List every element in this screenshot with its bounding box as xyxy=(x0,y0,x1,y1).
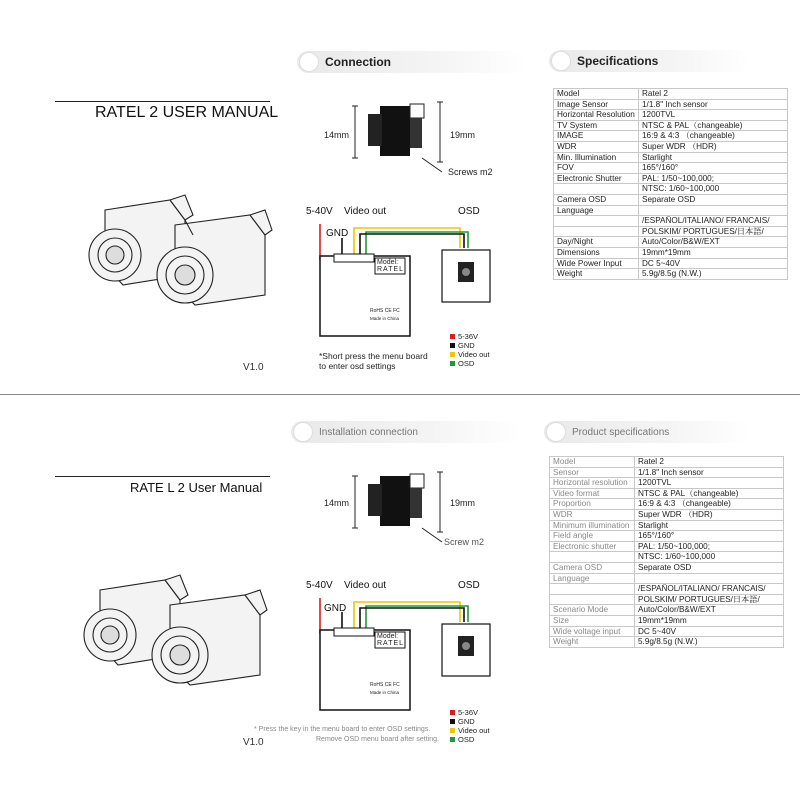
gnd-label: GND xyxy=(326,228,349,239)
spec-key: Wide Power Input xyxy=(554,258,639,269)
spec-row xyxy=(554,258,788,269)
spec-value: NTSC & PAL（changeable) xyxy=(635,488,784,499)
spec-row xyxy=(550,605,784,616)
spec-row xyxy=(550,594,784,605)
spec-key: WDR xyxy=(554,141,639,152)
spec-row xyxy=(550,467,784,478)
legend-label: Video out xyxy=(458,726,490,735)
video-out-label: Video out xyxy=(344,580,387,591)
note-line: Remove OSD menu board after setting. xyxy=(316,736,439,743)
spec-row xyxy=(554,131,788,142)
legend-item-osd xyxy=(450,735,490,744)
spec-row xyxy=(550,488,784,499)
spec-row xyxy=(554,237,788,248)
spec-key: Horizontal resolution xyxy=(550,478,635,489)
spec-value: 5.9g/8.5g (N.W.) xyxy=(635,637,784,648)
spec-value: Ratel 2 xyxy=(639,89,788,100)
spec-key: WDR xyxy=(550,509,635,520)
spec-value: Auto/Color/B&W/EXT xyxy=(635,605,784,616)
legend-label: GND xyxy=(458,341,475,350)
spec-value: 165°/160° xyxy=(639,163,788,174)
note-line: * Press the key in the menu board to enter OSD settings. xyxy=(254,726,431,733)
dim-height-left: 14mm xyxy=(324,130,350,140)
board-rohs-label: RoHS CE FC xyxy=(370,308,400,314)
spec-value: Auto/Color/B&W/EXT xyxy=(639,237,788,248)
spec-key xyxy=(554,184,639,195)
spec-key: Language xyxy=(550,573,635,584)
screws-label: Screw m2 xyxy=(444,537,485,547)
wiring-diagram xyxy=(310,218,510,343)
dim-height-right: 19mm xyxy=(450,130,476,140)
spec-value: 16:9 & 4:3 （changeable) xyxy=(639,131,788,142)
camera-illustration xyxy=(70,570,270,700)
spec-value: 16:9 & 4:3 （changeable) xyxy=(635,499,784,510)
spec-row xyxy=(550,531,784,542)
spec-header xyxy=(544,421,749,443)
spec-key: Horizontal Resolution xyxy=(554,110,639,121)
spec-row xyxy=(550,541,784,552)
spec-row xyxy=(550,509,784,520)
spec-key xyxy=(550,584,635,595)
spec-value: Starlight xyxy=(639,152,788,163)
manual-title: RATEL 2 USER MANUAL xyxy=(95,104,279,121)
bullet-icon xyxy=(293,422,313,442)
spec-value: PAL: 1/50~100,000; xyxy=(635,541,784,552)
red-swatch-icon xyxy=(450,710,455,715)
spec-value: 19mm*19mm xyxy=(635,615,784,626)
spec-row xyxy=(554,141,788,152)
voltage-label: 5-40V xyxy=(306,206,333,217)
spec-value: POLSKIM/ PORTUGUES/日本語/ xyxy=(639,226,788,237)
spec-row xyxy=(550,584,784,595)
legend-item-video xyxy=(450,726,490,735)
green-swatch-icon xyxy=(450,737,455,742)
camera-dimension-drawing xyxy=(350,470,510,550)
video-out-label: Video out xyxy=(344,206,387,217)
spec-table xyxy=(549,456,784,648)
green-swatch-icon xyxy=(450,361,455,366)
note-line: to enter osd settings xyxy=(319,361,396,371)
osd-label: OSD xyxy=(458,206,480,217)
spec-row xyxy=(554,226,788,237)
board-made-label: Made in China xyxy=(370,316,400,321)
legend-label: OSD xyxy=(458,359,475,368)
spec-row xyxy=(554,216,788,227)
legend-label: 5-36V xyxy=(458,332,479,341)
spec-row xyxy=(550,562,784,573)
dim-height-left: 14mm xyxy=(324,498,350,508)
bullet-icon xyxy=(546,422,566,442)
spec-value: 5.9g/8.5g (N.W.) xyxy=(639,269,788,280)
spec-row xyxy=(554,120,788,131)
spec-key xyxy=(554,216,639,227)
spec-value: Ratel 2 xyxy=(635,457,784,468)
spec-value: Separate OSD xyxy=(639,194,788,205)
spec-value: 1/1.8" Inch sensor xyxy=(639,99,788,110)
wire-legend xyxy=(450,332,490,368)
spec-row xyxy=(550,637,784,648)
spec-key: Electronic Shutter xyxy=(554,173,639,184)
spec-row xyxy=(554,194,788,205)
legend-item-gnd xyxy=(450,717,490,726)
bullet-icon xyxy=(299,52,319,72)
connection-header xyxy=(291,421,521,443)
spec-row xyxy=(554,269,788,280)
spec-key: Wide voltage input xyxy=(550,626,635,637)
spec-row xyxy=(554,89,788,100)
legend-label: Video out xyxy=(458,350,490,359)
spec-row xyxy=(550,573,784,584)
spec-value: Super WDR （HDR) xyxy=(639,141,788,152)
spec-key: Camera OSD xyxy=(554,194,639,205)
connection-header xyxy=(297,51,527,73)
version-label: V1.0 xyxy=(243,362,264,373)
spec-value: 1200TVL xyxy=(639,110,788,121)
spec-value: 1/1.8" Inch sensor xyxy=(635,467,784,478)
spec-row xyxy=(550,499,784,510)
spec-row xyxy=(554,99,788,110)
connection-title: Connection xyxy=(325,55,391,69)
spec-title: Specifications xyxy=(577,54,659,68)
spec-row xyxy=(550,457,784,468)
spec-row xyxy=(550,626,784,637)
spec-value: NTSC: 1/60~100,000 xyxy=(639,184,788,195)
red-swatch-icon xyxy=(450,334,455,339)
spec-value: POLSKIM/ PORTUGUES/日本語/ xyxy=(635,594,784,605)
spec-title: Product specifications xyxy=(572,426,670,438)
spec-key: Dimensions xyxy=(554,247,639,258)
legend-item-osd xyxy=(450,359,490,368)
spec-key: Size xyxy=(550,615,635,626)
spec-key: Sensor xyxy=(550,467,635,478)
spec-row xyxy=(550,520,784,531)
spec-key: Day/Night xyxy=(554,237,639,248)
legend-item-power xyxy=(450,332,490,341)
spec-key: Scenario Mode xyxy=(550,605,635,616)
spec-value: Super WDR （HDR) xyxy=(635,509,784,520)
spec-value: /ESPAÑOL/ITALIANO/ FRANCAIS/ xyxy=(639,216,788,227)
spec-row xyxy=(550,615,784,626)
spec-key: FOV xyxy=(554,163,639,174)
spec-row xyxy=(550,552,784,563)
spec-value: PAL: 1/50~100,000; xyxy=(639,173,788,184)
screws-label: Screws m2 xyxy=(448,167,493,177)
gnd-label: GND xyxy=(324,603,347,614)
spec-header xyxy=(549,50,749,72)
spec-key: Model xyxy=(554,89,639,100)
spec-value: NTSC: 1/60~100,000 xyxy=(635,552,784,563)
black-swatch-icon xyxy=(450,343,455,348)
legend-item-power xyxy=(450,708,490,717)
osd-label: OSD xyxy=(458,580,480,591)
spec-key: Video format xyxy=(550,488,635,499)
spec-key xyxy=(550,594,635,605)
voltage-label: 5-40V xyxy=(306,580,333,591)
title-rule xyxy=(55,101,270,102)
spec-key: Weight xyxy=(554,269,639,280)
manual-title: RATE L 2 User Manual xyxy=(130,480,263,495)
bullet-icon xyxy=(551,51,571,71)
spec-table xyxy=(553,88,788,280)
spec-row xyxy=(554,184,788,195)
spec-row xyxy=(554,110,788,121)
legend-label: 5-36V xyxy=(458,708,479,717)
osd-note xyxy=(254,725,439,745)
spec-value: DC 5~40V xyxy=(635,626,784,637)
yellow-swatch-icon xyxy=(450,352,455,357)
spec-value: Starlight xyxy=(635,520,784,531)
board-name-label: RATEL xyxy=(377,640,405,647)
spec-value xyxy=(639,205,788,216)
board-name-label: RATEL xyxy=(377,266,405,273)
spec-row xyxy=(554,173,788,184)
board-made-label: Made in China xyxy=(370,690,400,695)
spec-value xyxy=(635,573,784,584)
spec-row xyxy=(554,163,788,174)
title-rule xyxy=(55,476,270,477)
spec-key xyxy=(550,552,635,563)
spec-key: Proportion xyxy=(550,499,635,510)
legend-item-gnd xyxy=(450,341,490,350)
legend-label: GND xyxy=(458,717,475,726)
version-label: V1.0 xyxy=(243,737,264,748)
spec-row xyxy=(554,247,788,258)
osd-note xyxy=(319,351,428,371)
spec-value: 19mm*19mm xyxy=(639,247,788,258)
spec-key: Model xyxy=(550,457,635,468)
spec-value: Separate OSD xyxy=(635,562,784,573)
board-rohs-label: RoHS CE FC xyxy=(370,682,400,688)
spec-key xyxy=(554,226,639,237)
spec-key: Min. Illumination xyxy=(554,152,639,163)
spec-key: Camera OSD xyxy=(550,562,635,573)
spec-key: Weight xyxy=(550,637,635,648)
spec-key: Minimum illumination xyxy=(550,520,635,531)
spec-value: NTSC & PAL（changeable) xyxy=(639,120,788,131)
spec-row xyxy=(554,205,788,216)
spec-row xyxy=(550,478,784,489)
yellow-swatch-icon xyxy=(450,728,455,733)
connection-title: Installation connection xyxy=(319,426,418,438)
wire-legend xyxy=(450,708,490,744)
board-model-label: Model: xyxy=(377,259,399,266)
spec-key: TV System xyxy=(554,120,639,131)
spec-value: DC 5~40V xyxy=(639,258,788,269)
spec-key: IMAGE xyxy=(554,131,639,142)
spec-key: Electronic shutter xyxy=(550,541,635,552)
spec-key: Language xyxy=(554,205,639,216)
camera-illustration xyxy=(75,190,275,320)
spec-key: Image Sensor xyxy=(554,99,639,110)
note-line: *Short press the menu board xyxy=(319,351,428,361)
section-divider xyxy=(0,394,800,395)
wiring-diagram xyxy=(310,592,510,717)
dim-height-right: 19mm xyxy=(450,498,476,508)
spec-key: Field angle xyxy=(550,531,635,542)
board-model-label: Model: xyxy=(377,633,399,640)
black-swatch-icon xyxy=(450,719,455,724)
legend-label: OSD xyxy=(458,735,475,744)
spec-value: /ESPAÑOL/ITALIANO/ FRANCAIS/ xyxy=(635,584,784,595)
spec-value: 1200TVL xyxy=(635,478,784,489)
legend-item-video xyxy=(450,350,490,359)
spec-row xyxy=(554,152,788,163)
spec-value: 165°/160° xyxy=(635,531,784,542)
